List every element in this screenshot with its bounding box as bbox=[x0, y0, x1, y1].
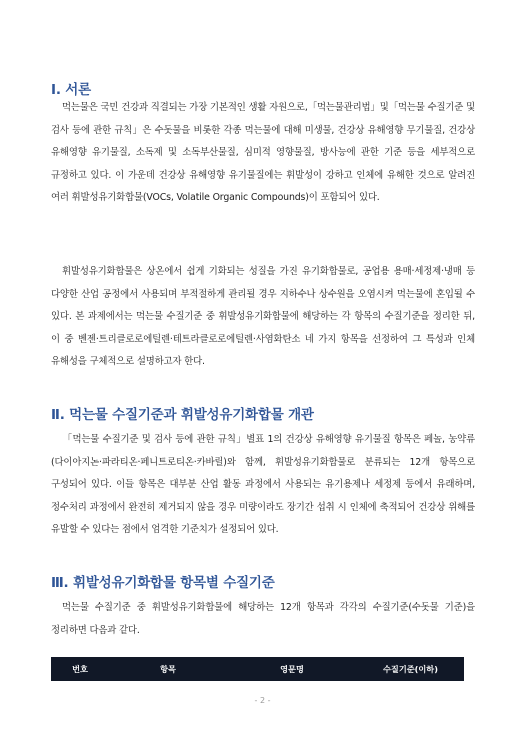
page-number: - 2 - bbox=[254, 696, 271, 705]
section-heading-3: Ⅲ. 휘발성유기화합물 항목별 수질기준 bbox=[51, 575, 275, 591]
table-header-number: 번호 bbox=[72, 663, 88, 674]
section-heading-2: Ⅱ. 먹는물 수질기준과 휘발성유기화합물 개관 bbox=[51, 407, 314, 423]
section-3-paragraph-1: 먹는물 수질기준 중 휘발성유기화합물에 해당하는 12개 항목과 각각의 수질기준(수돗물 기준)을 정리하면 다음과 같다. bbox=[51, 602, 475, 636]
table-header-english-name: 영문명 bbox=[280, 663, 304, 674]
table-header-row bbox=[51, 657, 464, 681]
section-heading-1: Ⅰ. 서론 bbox=[51, 82, 91, 98]
table-header-item: 항목 bbox=[160, 663, 176, 674]
section-1-paragraph-2: 휘발성유기화합물은 상온에서 쉽게 기화되는 성질을 가진 유기화합물로, 공업용 용매·세정제·냉매 등 다양한 산업 공정에서 사용되며 부적절하게 관리될 경우 지하수나 상수원을 오염시켜 먹는물에 혼입될 수 있다. 본 과제에서는 먹는물 수질기준 중 휘발성유기화합물에 해당하는 각 항목의 수질기준을 정리한 뒤, 이 중 벤젠·트리클로로에틸렌·테트라클로로에틸렌·사염화탄소 네 가지 항목을 선정하여 그 특성과 인체 유해성을 구체적으로 설명하고자 한다. bbox=[51, 266, 475, 368]
section-2-paragraph-1: 「먹는물 수질기준 및 검사 등에 관한 규칙」별표 1의 건강상 유해영향 유기물질 항목은 페놀, 농약류(다이아지논·파라티온·페니트로티온·카바릴)와 함께, 휘발성유기화합물로 분류되는 12개 항목으로 구성되어 있다. 이들 항목은 대부분 산업 활동 과정에서 사용되는 유기용제나 세정제 등에서 유래하며, 정수처리 과정에서 완전히 제거되지 않을 경우 미량이라도 장기간 섭취 시 인체에 축적되어 건강상 위해를 유발할 수 있다는 점에서 엄격한 기준치가 설정되어 있다. bbox=[51, 434, 475, 536]
table-header-standard: 수질기준(이하) bbox=[383, 663, 438, 674]
section-1-paragraph-1: 먹는물은 국민 건강과 직결되는 가장 기본적인 생활 자원으로,「먹는물관리법」및「먹는물 수질기준 및 검사 등에 관한 규칙」은 수돗물을 비롯한 각종 먹는물에 대해 미생물, 건강상 유해영향 무기물질, 건강상 유해영향 유기물질, 소독제 및 소독부산물질, 심미적 영향물질, 방사능에 관한 기준 등을 세부적으로 규정하고 있다. 이 가운데 건강상 유해영향 유기물질에는 휘발성이 강하고 인체에 유해한 것으로 알려진 여러 휘발성유기화합물(VOCs, Volatile Organic Compounds)이 포함되어 있다. bbox=[51, 102, 475, 204]
